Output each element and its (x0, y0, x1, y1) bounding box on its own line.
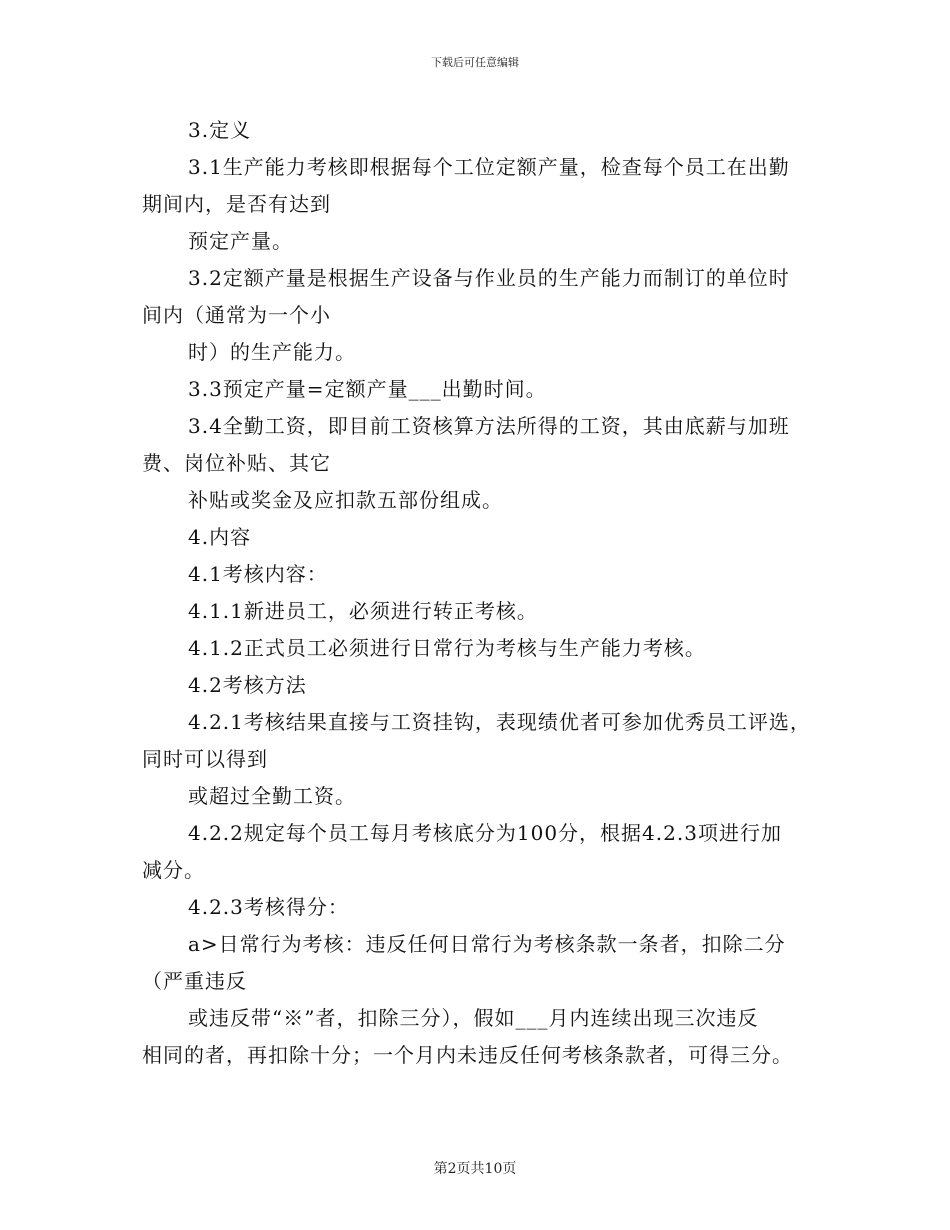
page-number: 第2页共10页 (433, 1161, 517, 1177)
text-line: 或违反带“※”者，扣除三分），假如___月内连续出现三次违反 (188, 1006, 759, 1030)
text-line: 4.1考核内容： (188, 562, 328, 586)
text-line: 减分。 (142, 858, 205, 882)
document-body (142, 112, 822, 1074)
text-line: 4.1.2正式员工必须进行日常行为考核与生产能力考核。 (188, 636, 706, 660)
text-line: a>日常行为考核：违反任何日常行为考核条款一条者，扣除二分 (188, 932, 786, 956)
text-line: （严重违反 (142, 969, 247, 993)
text-line: 或超过全勤工资。 (188, 784, 356, 808)
text-line: 期间内，是否有达到 (142, 192, 331, 216)
text-line: 4.2.2规定每个员工每月考核底分为100分，根据4.2.3项进行加 (188, 821, 782, 845)
text-line: 相同的者，再扣除十分；一个月内未违反任何考核条款者，可得三分。 (142, 1043, 793, 1067)
page-header: 下载后可任意编辑 (431, 56, 519, 69)
text-line: 3.1生产能力考核即根据每个工位定额产量，检查每个员工在出勤 (188, 155, 790, 179)
text-line: 同时可以得到 (142, 747, 268, 771)
text-line: 3.3预定产量=定额产量___出勤时间。 (188, 377, 547, 401)
text-line: 4.2考核方法 (188, 673, 307, 697)
text-line: 4.1.1新进员工，必须进行转正考核。 (188, 599, 538, 623)
text-line: 4.2.1考核结果直接与工资挂钩，表现绩优者可参加优秀员工评选， (188, 710, 811, 734)
text-line: 3.2定额产量是根据生产设备与作业员的生产能力而制订的单位时 (188, 266, 790, 290)
text-line: 时）的生产能力。 (188, 340, 356, 364)
text-line: 4.2.3考核得分： (188, 895, 349, 919)
text-line: 费、岗位补贴、其它 (142, 451, 331, 475)
text-line: 预定产量。 (188, 229, 293, 253)
text-line: 间内（通常为一个小 (142, 303, 331, 327)
text-line: 3.定义 (188, 118, 252, 142)
text-line: 3.4全勤工资，即目前工资核算方法所得的工资，其由底薪与加班 (188, 414, 790, 438)
text-line: 补贴或奖金及应扣款五部份组成。 (188, 488, 503, 512)
text-line: 4.内容 (188, 525, 252, 549)
